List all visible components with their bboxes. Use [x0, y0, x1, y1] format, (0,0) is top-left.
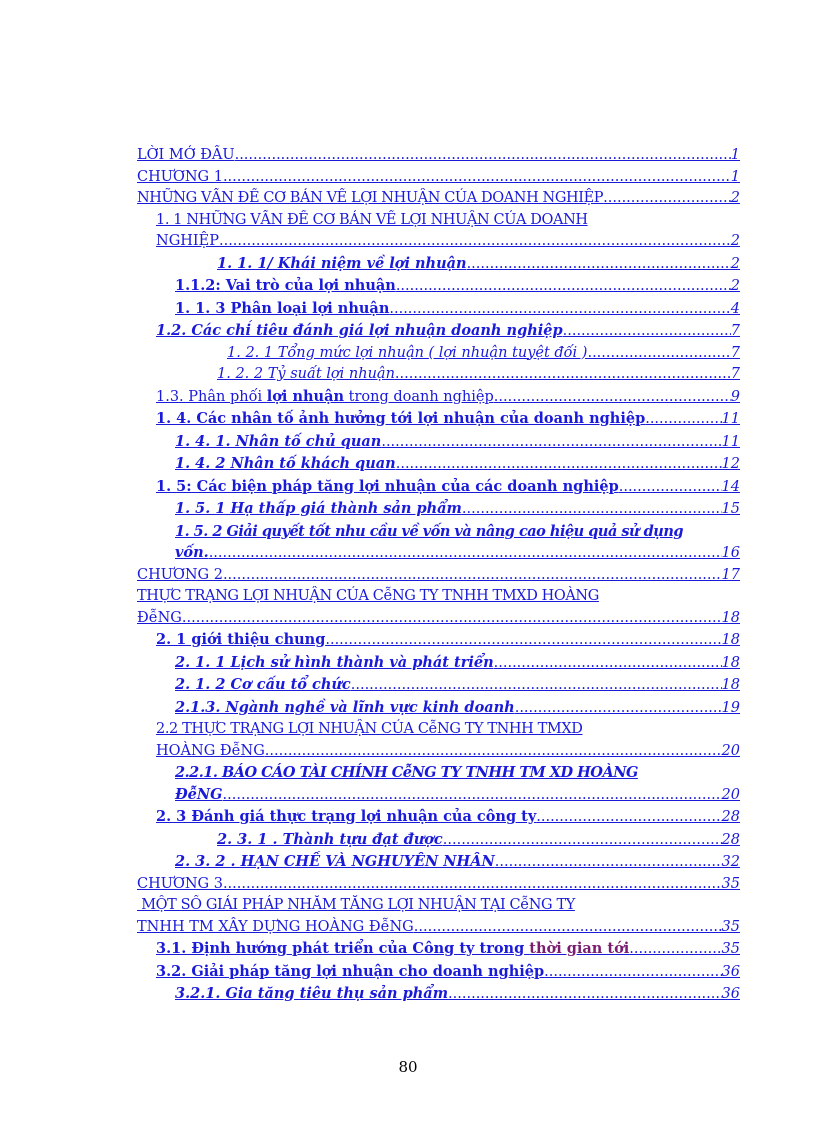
dot-leader [351, 675, 722, 697]
toc-entry-1-1-1[interactable] [137, 253, 740, 276]
toc-entry-page: 35 [721, 875, 740, 892]
dot-leader [515, 698, 722, 720]
toc-entry-1-3[interactable] [137, 386, 740, 409]
toc-entry-page: 15 [721, 501, 740, 517]
toc-entry-title: 1. 1. 1/ Khái niệm về lợi nhuận [217, 254, 467, 272]
toc-entry-1-1-3[interactable] [137, 298, 740, 321]
toc-entry-1-5[interactable] [137, 476, 740, 499]
toc-entry-1-4[interactable] [137, 408, 740, 431]
dot-leader [223, 785, 722, 807]
toc-entry-page: 19 [721, 699, 740, 716]
dot-leader [389, 299, 730, 321]
toc-entry-3-2[interactable] [137, 961, 740, 984]
toc-entry-title: 2. 1. 1 Lịch sử hình thành và phát triển [175, 653, 494, 671]
dot-leader [544, 962, 721, 984]
toc-entry-title: 2. 3 Đánh giá thực trạng lợi nhuận của công ty [156, 808, 537, 825]
toc-entry-title [156, 386, 494, 409]
dot-leader [223, 167, 731, 189]
toc-entry-1-5-2[interactable] [137, 521, 740, 565]
toc-entry-1-4-2[interactable] [137, 453, 740, 476]
toc-entry-title: 1. 2. 2 Tỷ suất lợi nhuận [217, 366, 395, 382]
toc-entry-page: 32 [721, 854, 740, 870]
toc-entry-title [156, 938, 629, 960]
toc-entry-chapter-2-title[interactable] [137, 586, 740, 629]
toc-entry-page: 7 [730, 344, 740, 361]
toc-entry-loi-mo-dau[interactable] [137, 145, 740, 167]
toc-entry-chuong-3[interactable] [137, 874, 740, 896]
toc-entry-chapter-1-title[interactable] [137, 188, 740, 210]
dot-leader [619, 477, 722, 499]
toc-entry-1-4-1[interactable] [137, 431, 740, 454]
toc-entry-title: 2. 1 giới thiệu chung [156, 631, 326, 648]
toc-entry-chapter-3-title[interactable] [137, 895, 740, 938]
toc-entry-title-line1: 2.2 THỰC TRẠNG LỢI NHUẬN CỦA CễNG TY TNHH TMXD [156, 721, 583, 737]
toc-entry-2-3[interactable] [137, 806, 740, 829]
toc-entry-title: 2. 1. 2 Cơ cấu tổ chức [175, 676, 351, 693]
dot-leader [396, 454, 722, 476]
toc-title-part: trong doanh nghiệp [344, 388, 494, 405]
toc-entry-1-5-1[interactable] [137, 498, 740, 521]
toc-entry-page: 36 [721, 986, 740, 1002]
toc-entry-title-line1: 2.2.1. BÁO CÁO TÀI CHÍNH CễNG TY TNHH TM XD HOÀNG [175, 764, 638, 781]
dot-leader [603, 188, 731, 210]
toc-entry-2-1-2[interactable] [137, 674, 740, 697]
dot-leader [235, 145, 731, 167]
toc-entry-page: 18 [721, 677, 740, 693]
dot-leader [448, 984, 722, 1006]
toc-entry-page: 2 [730, 233, 740, 249]
toc-entry-title-line2: HOÀNG ĐễNG [156, 742, 265, 759]
toc-entry-page: 9 [730, 388, 740, 405]
toc-entry-title: CHƯƠNG 2 [137, 566, 223, 583]
toc-entry-title: 1. 1. 3 Phân loại lợi nhuận [175, 299, 390, 317]
dot-leader [443, 830, 722, 852]
dot-leader [494, 387, 731, 409]
toc-entry-title: NHỮNG VẤN ĐỀ CƠ BẢN VỀ LỢI NHUẬN CỦA DOANH NGHIỆP [137, 190, 604, 206]
toc-entry-2-1-1[interactable] [137, 652, 740, 675]
toc-entry-title-line1: THỰC TRẠNG LỢI NHUẬN CỦA CễNG TY TNHH TMXD HOÀNG [137, 588, 599, 604]
toc-entry-page: 11 [721, 433, 740, 450]
toc-entry-page: 17 [721, 566, 740, 583]
toc-entry-page: 2 [730, 278, 740, 294]
dot-leader [629, 939, 721, 961]
toc-entry-2-2-1[interactable] [137, 762, 740, 806]
toc-entry-page: 2 [730, 190, 740, 206]
dot-leader [536, 807, 721, 829]
dot-leader [414, 917, 722, 939]
toc-entry-title-line1: MỘT SỐ GIẢI PHÁP NHẰM TĂNG LỢI NHUẬN TẠI CễNG TY [137, 897, 575, 913]
toc-title-part: 1.3. Phân phối [156, 388, 267, 405]
toc-entry-title-line2: NGHIỆP [156, 233, 219, 249]
toc-title-part-bold: lợi nhuận [266, 387, 345, 405]
toc-entry-1-2[interactable] [137, 320, 740, 343]
toc-entry-title: 1. 5: Các biện pháp tăng lợi nhuận của các doanh nghiệp [156, 477, 619, 495]
dot-leader [396, 276, 731, 298]
toc-entry-page: 1 [730, 147, 740, 163]
toc-entry-title: 2. 3. 1 . Thành tựu đạt được [217, 830, 443, 848]
toc-entry-2-3-2[interactable] [137, 851, 740, 874]
toc-entry-page: 2 [730, 255, 740, 272]
dot-leader [462, 499, 722, 521]
dot-leader [325, 630, 721, 652]
dot-leader [645, 409, 721, 431]
dot-leader [381, 432, 721, 454]
toc-entry-title: 2. 3. 2 . HẠN CHẾ VÀ NGHUYÊN NHÂN [175, 853, 495, 870]
toc-entry-title: 3.2.1. Gia tăng tiêu thụ sản phẩm [175, 985, 449, 1002]
toc-entry-title-line2: ĐễNG [137, 609, 182, 626]
toc-entry-title-line1: 1. 5. 2 Giải quyết tốt nhu cầu về vốn và nâng cao hiệu quả sử dụng [175, 522, 684, 540]
toc-entry-page: 1 [730, 168, 740, 185]
toc-entry-3-2-1[interactable] [137, 983, 740, 1006]
toc-entry-page: 14 [721, 478, 740, 495]
toc-entry-page: 18 [721, 654, 740, 671]
toc-entry-page: 28 [721, 809, 740, 825]
table-of-contents [137, 145, 740, 1006]
dot-leader [563, 321, 731, 343]
dot-leader [467, 254, 731, 276]
toc-entry-title: CHƯƠNG 1 [137, 168, 223, 185]
toc-entry-title: LỜI MỞ ĐẦU [137, 147, 235, 163]
toc-entry-page: 35 [721, 918, 740, 935]
dot-leader [495, 852, 722, 874]
toc-entry-chuong-1[interactable] [137, 167, 740, 189]
toc-entry-page: 12 [721, 456, 740, 472]
toc-entry-page: 11 [721, 411, 740, 427]
toc-entry-1-2-1[interactable] [137, 343, 740, 365]
toc-entry-title: 1. 4. Các nhân tố ảnh hưởng tới lợi nhuận của doanh nghiệp [156, 410, 646, 427]
toc-title-part: 3.1. Định hướng phát triển của Công ty trong [156, 940, 530, 957]
toc-entry-title-line2: TNHH TM XÂY DỰNG HOÀNG ĐễNG [137, 918, 414, 935]
toc-entry-title: 1.1.2: Vai trò của lợi nhuận [175, 277, 396, 294]
toc-entry-1-1[interactable] [137, 210, 740, 253]
toc-entry-1-2-2[interactable] [137, 364, 740, 386]
toc-entry-page: 36 [721, 963, 740, 980]
toc-entry-1-1-2[interactable] [137, 275, 740, 298]
toc-entry-page: 4 [730, 300, 740, 317]
dot-leader [265, 741, 722, 763]
dot-leader [182, 608, 722, 630]
dot-leader [587, 343, 730, 365]
dot-leader [223, 874, 722, 896]
dot-leader [219, 231, 731, 253]
toc-title-part-highlight: thời gian tới [529, 940, 630, 957]
toc-entry-2-3-1[interactable] [137, 829, 740, 852]
toc-entry-page: 28 [721, 831, 740, 848]
dot-leader [223, 565, 722, 587]
toc-entry-title: 1. 4. 1. Nhân tố chủ quan [175, 432, 382, 450]
dot-leader [395, 364, 731, 386]
toc-entry-2-1-3[interactable] [137, 697, 740, 720]
toc-entry-page: 7 [730, 366, 740, 382]
toc-entry-title: 2.1.3. Ngành nghề và lĩnh vực kinh doanh [175, 698, 515, 716]
toc-entry-page: 20 [721, 786, 740, 803]
toc-entry-3-1[interactable] [137, 938, 740, 961]
toc-entry-page: 7 [730, 323, 740, 339]
toc-entry-page: 18 [721, 609, 740, 626]
toc-entry-title-line1: 1. 1 NHỮNG VẤN ĐỀ CƠ BẢN VỀ LỢI NHUẬN CỦA DOANH [156, 211, 588, 228]
toc-entry-chuong-2[interactable] [137, 565, 740, 587]
dot-leader [209, 543, 722, 565]
toc-entry-page: 20 [721, 742, 740, 759]
toc-entry-title: 1. 5. 1 Hạ thấp giá thành sản phẩm [175, 500, 462, 517]
toc-entry-2-1[interactable] [137, 629, 740, 652]
page-number: 80 [398, 1058, 418, 1076]
toc-entry-title: 1. 2. 1 Tổng mức lợi nhuận ( lợi nhuận tuyệt đối ) [227, 344, 588, 361]
toc-entry-page: 16 [721, 545, 740, 561]
toc-entry-title-line2: ĐễNG [175, 785, 223, 803]
toc-entry-title: 1.2. Các chỉ tiêu đánh giá lợi nhuận doanh nghiệp [156, 322, 563, 339]
toc-entry-title: CHƯƠNG 3 [137, 875, 223, 892]
dot-leader [494, 653, 722, 675]
toc-entry-page: 18 [721, 632, 740, 648]
toc-entry-title: 1. 4. 2 Nhân tố khách quan [175, 455, 396, 472]
toc-entry-2-2[interactable] [137, 719, 740, 762]
toc-entry-title: 3.2. Giải pháp tăng lợi nhuận cho doanh nghiệp [156, 962, 545, 980]
toc-entry-title-line2: vốn. [175, 544, 209, 561]
toc-entry-page: 35 [721, 941, 740, 957]
